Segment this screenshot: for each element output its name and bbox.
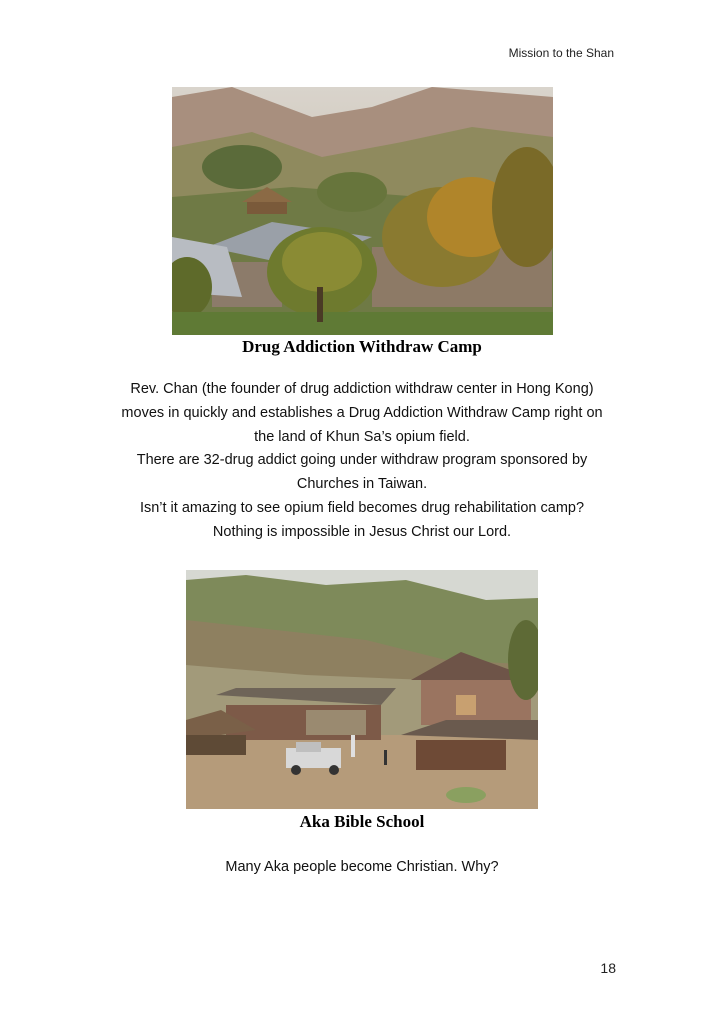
running-header: Mission to the Shan [508,46,614,60]
photo-camp-image [172,87,553,335]
photo-school-image [186,570,538,809]
paragraph-line: the land of Khun Sa’s opium field. [254,428,470,445]
figure-caption-camp: Drug Addiction Withdraw Camp [242,337,482,356]
paragraph-line: Churches in Taiwan. [296,476,428,493]
paragraph-line: Isn’t it amazing to see opium field becomes drug rehabilitation camp? [139,499,585,516]
paragraph-line: Rev. Chan (the founder of drug addiction withdraw center in Hong Kong) [130,381,594,397]
paragraph-line: moves in quickly and establishes a Drug Addiction Withdraw Camp right on [121,404,603,421]
figure-caption-school: Aka Bible School [299,812,425,831]
body-paragraph-camp [0,378,724,545]
body-paragraph-aka [0,856,724,880]
paragraph-line: Nothing is impossible in Jesus Christ our Lord. [212,523,512,540]
photo-aka-bible-school [186,570,538,809]
paragraph-line: There are 32-drug addict going under withdraw program sponsored by [136,452,588,469]
photo-drug-addiction-camp [172,87,553,335]
page-number: 18 [600,960,616,976]
paragraph-line: Many Aka people become Christian. Why? [225,859,499,875]
